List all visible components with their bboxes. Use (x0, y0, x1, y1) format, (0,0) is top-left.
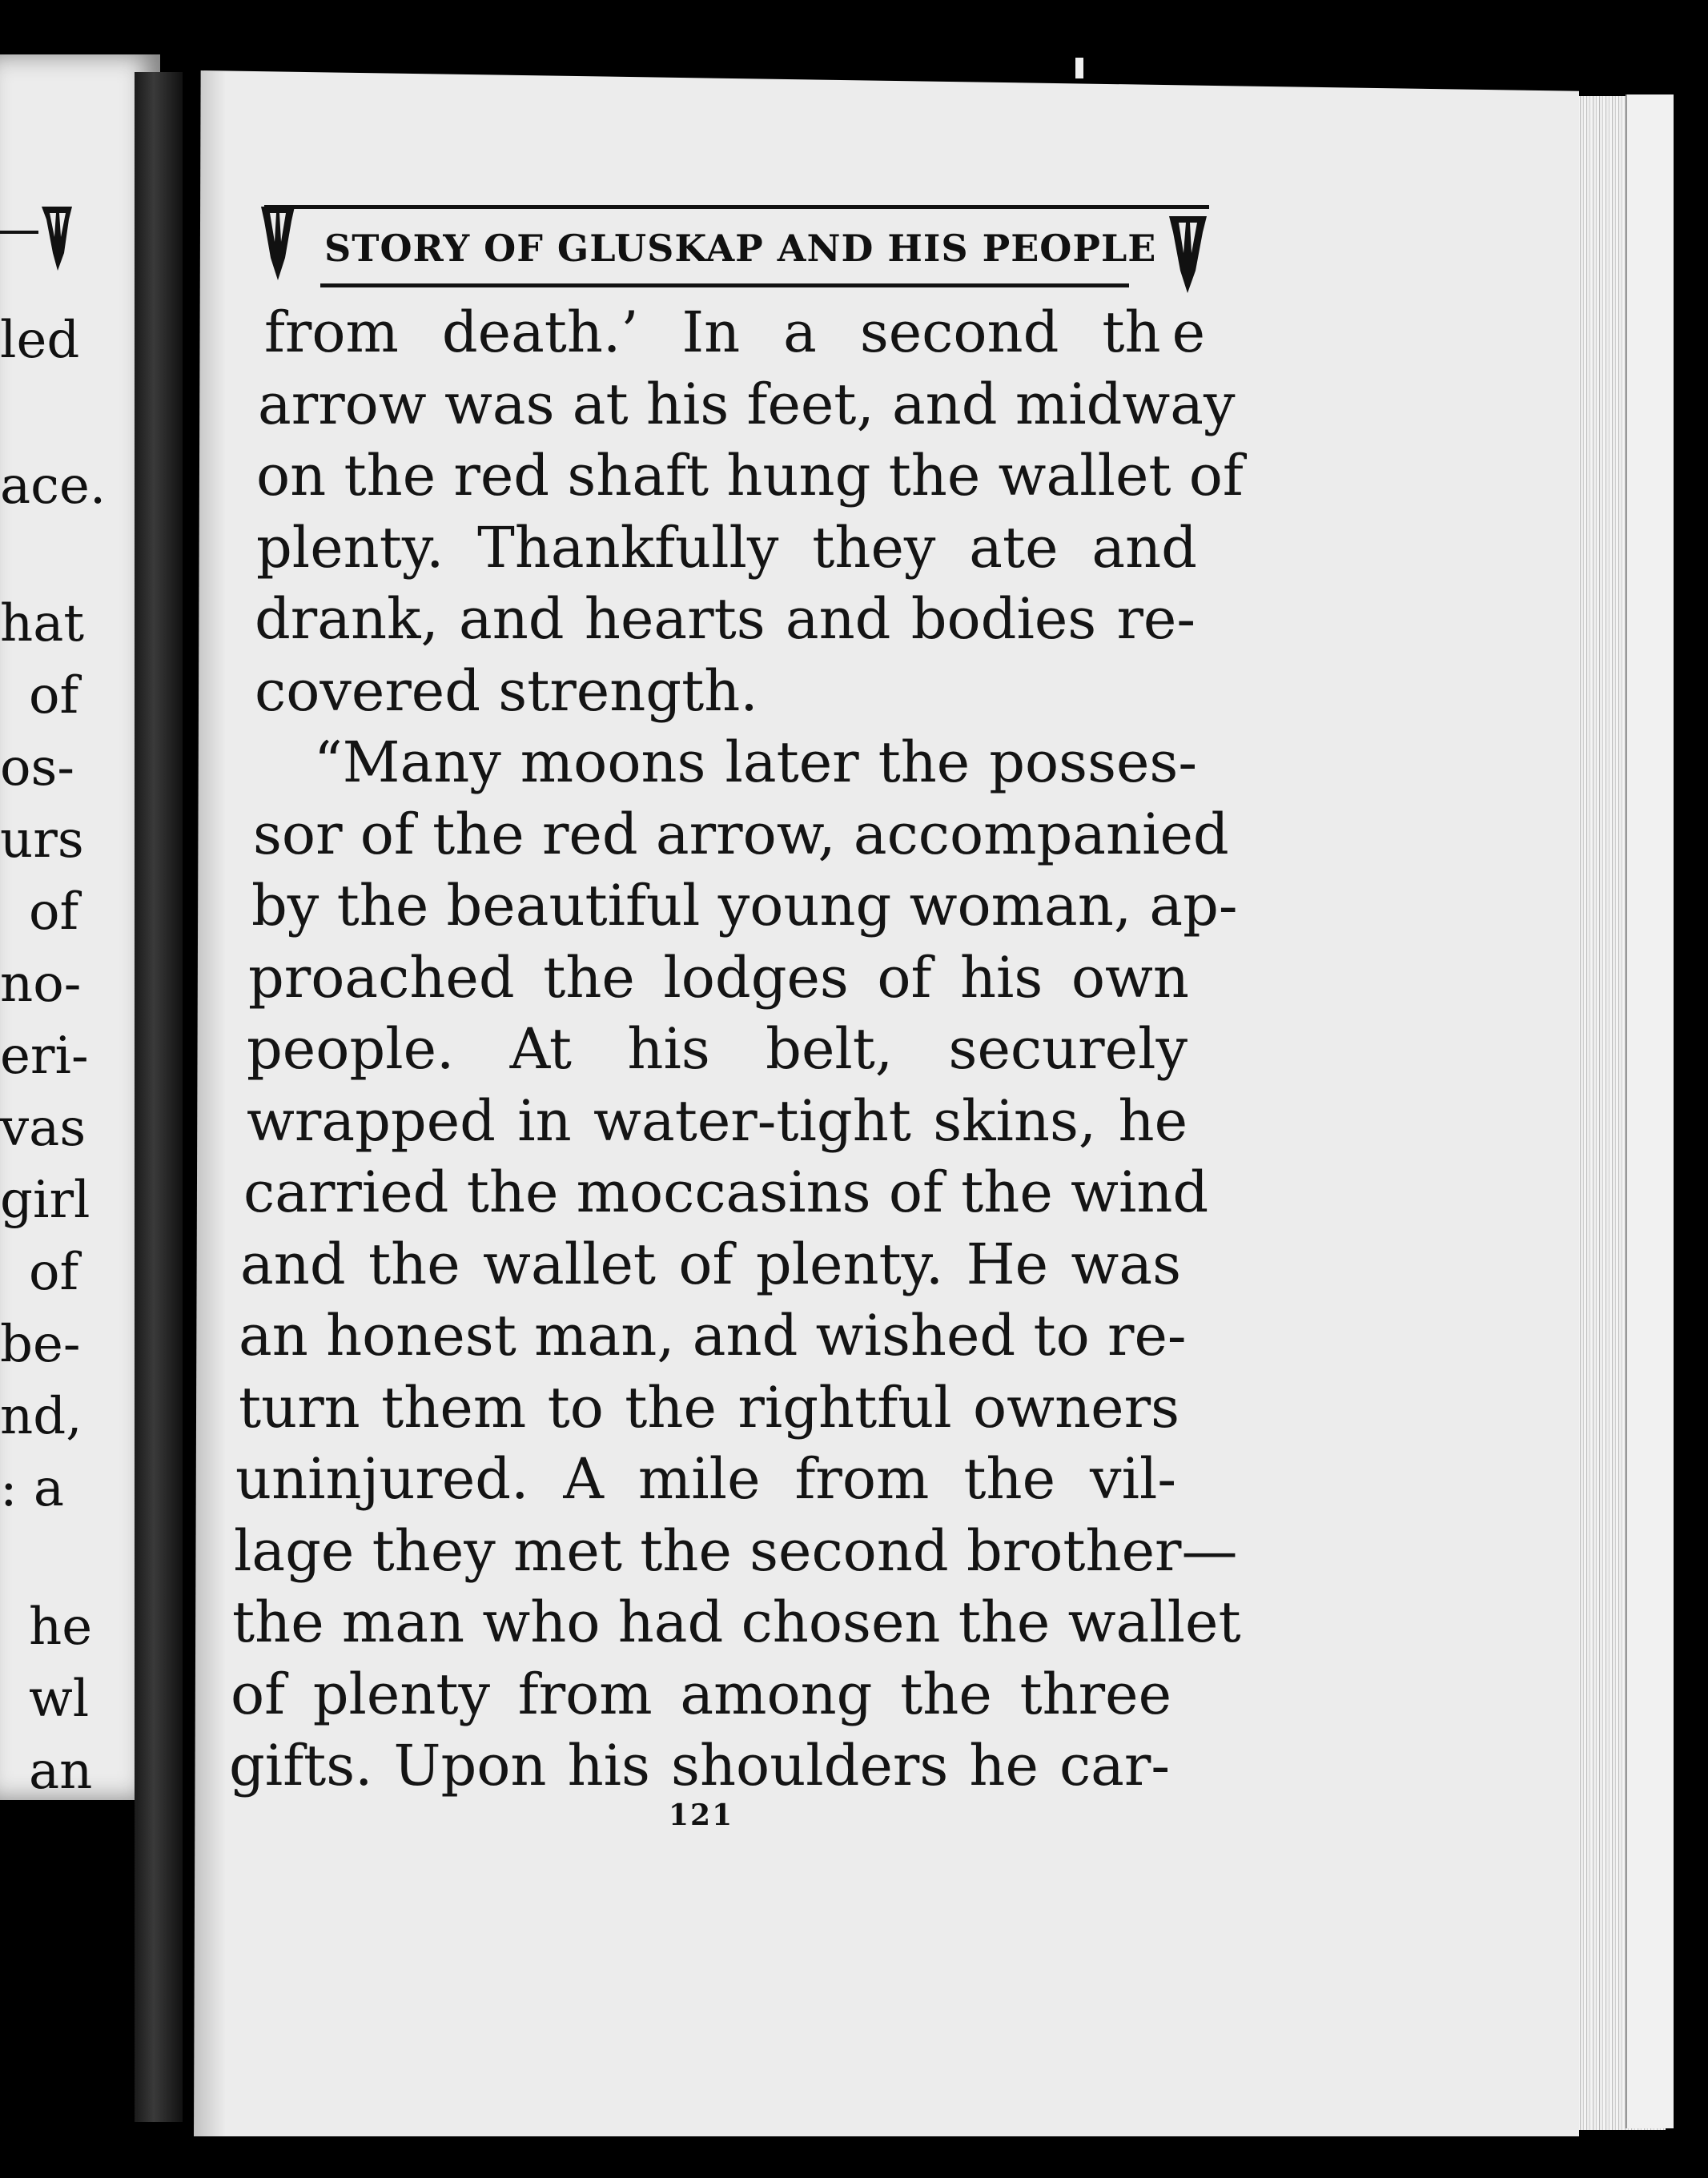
text-line: gifts. Upon his shoulders he car- (229, 1733, 1170, 1798)
text-line: of plenty from among the three (231, 1661, 1171, 1727)
left-page-fragment: an (29, 1742, 93, 1801)
left-page-fragment: led (0, 311, 80, 370)
left-page-fragment: nd, (0, 1387, 82, 1446)
text-line: uninjured. A mile from the vil- (235, 1446, 1176, 1512)
left-page-fragment: : a (0, 1459, 65, 1518)
text-line: proached the lodges of his own (248, 944, 1189, 1011)
text-line: on the red shaft hung the wallet of (256, 443, 1244, 508)
text-line: an honest man, and wished to re- (239, 1303, 1187, 1368)
running-head: STORY OF GLUSKAP AND HIS PEOPLE (324, 227, 1157, 270)
left-page-ornament-icon (37, 205, 77, 272)
text-line: covered strength. (255, 657, 758, 724)
text-line: carried the moccasins of the wind (243, 1159, 1209, 1225)
left-page-fragment: no- (0, 954, 82, 1014)
left-page-fragment: be- (0, 1315, 81, 1374)
page-number: 121 (669, 1798, 734, 1832)
left-page-fragment: os- (0, 738, 74, 798)
left-page-fragment: he (29, 1597, 93, 1657)
left-page-fragment: of (29, 1243, 79, 1302)
text-line: turn them to the rightful owners (239, 1374, 1180, 1441)
left-page-fragment: hat (0, 594, 85, 653)
page-gutter-shadow (194, 70, 226, 2136)
left-page-fragment: eri- (0, 1027, 89, 1086)
text-line: wrapped in water-tight skins, he (247, 1087, 1188, 1154)
text-line: and the wallet of plenty. He was (240, 1231, 1181, 1297)
book-fore-edge (1626, 94, 1674, 2128)
text-line: people. At his belt, securely (247, 1016, 1188, 1082)
left-page-fragment: of (29, 882, 79, 942)
text-line: from death.’ In a second th e (264, 299, 1205, 365)
left-page-header-rule (0, 231, 38, 234)
header-ornament-right-icon (1166, 215, 1210, 295)
text-line: arrow was at his feet, and midway (258, 371, 1236, 437)
left-page-fragment: wl (29, 1670, 90, 1729)
text-line: plenty. Thankfully they ate and (256, 514, 1197, 581)
left-page-fragment: girl (0, 1171, 90, 1230)
text-line: lage they met the second brother— (234, 1517, 1238, 1584)
text-line: by the beautiful young woman, ap- (251, 873, 1238, 938)
text-line: sor of the red arrow, accompanied (253, 801, 1229, 867)
text-line: drank, and hearts and bodies re- (255, 586, 1196, 652)
header-ornament-left-icon (258, 205, 298, 282)
page-top-mark (1075, 58, 1083, 78)
left-page-fragment: of (29, 666, 79, 725)
left-page-fragment: vas (0, 1099, 86, 1158)
text-line: “Many moons later the posses- (314, 729, 1197, 795)
left-page-fragment: urs (0, 810, 84, 870)
header-rule-bottom (320, 283, 1129, 287)
text-line: the man who had chosen the wallet (232, 1589, 1241, 1655)
book-gutter (135, 72, 183, 2122)
header-rule-top (264, 205, 1209, 209)
left-page-fragment: ace. (0, 456, 106, 516)
